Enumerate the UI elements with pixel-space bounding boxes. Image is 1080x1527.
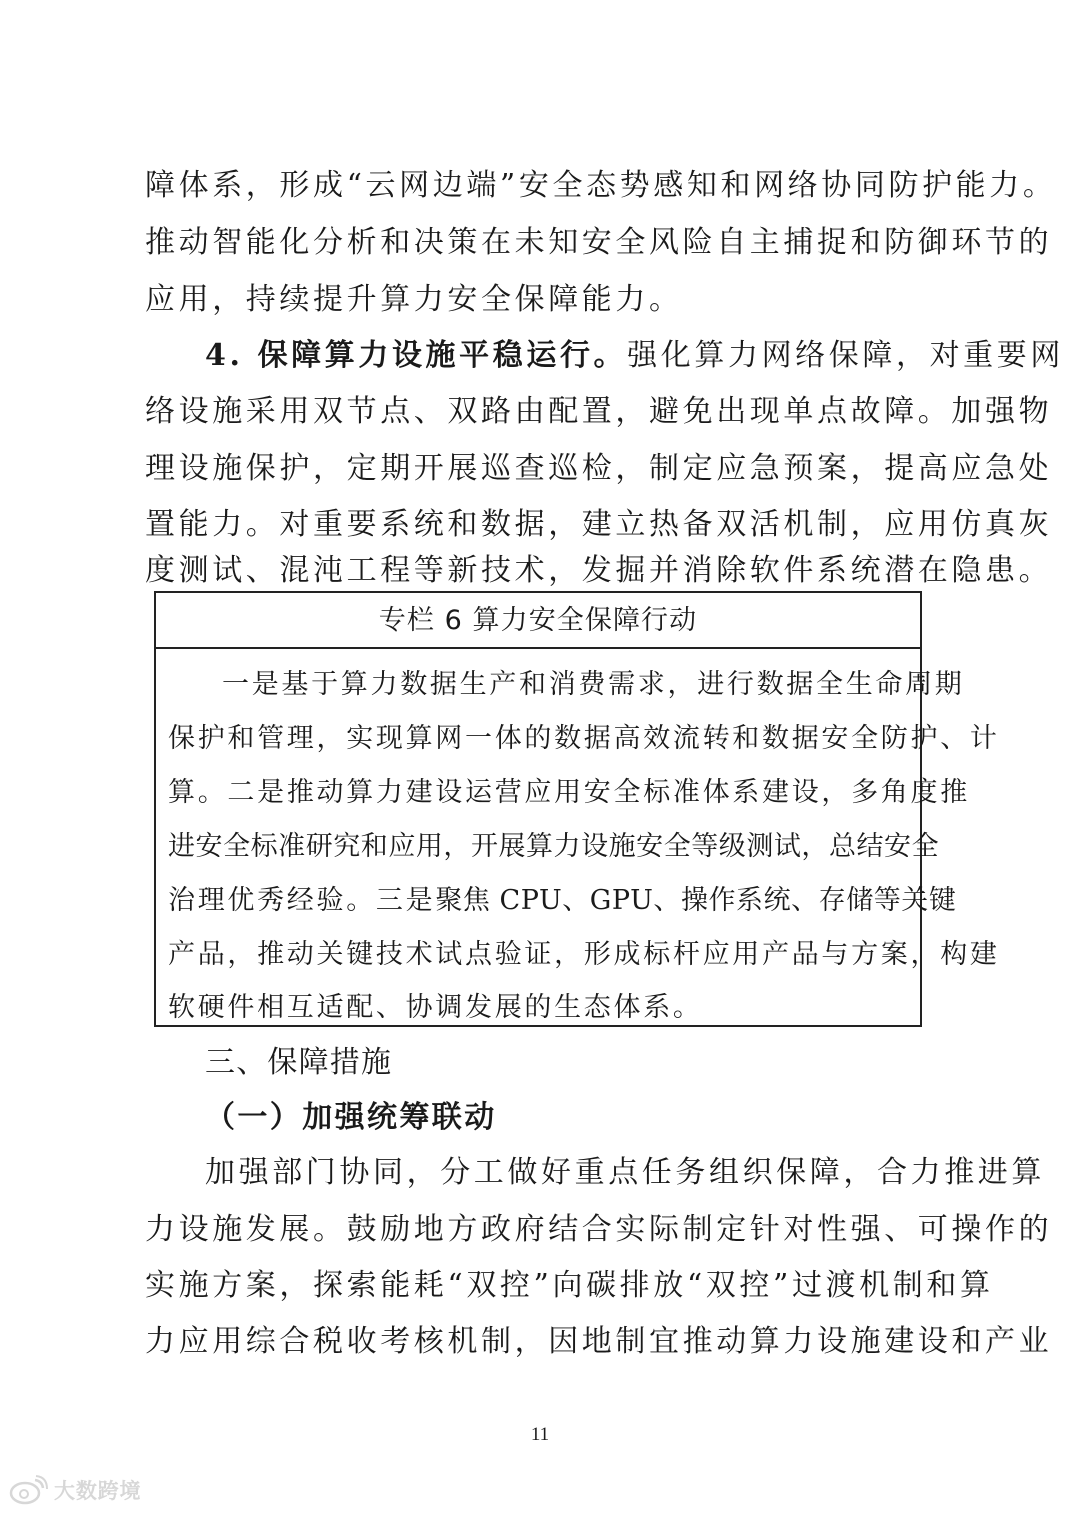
box-line-text: 算。 — [168, 777, 228, 808]
watermark — [8, 1470, 141, 1510]
body-line: 加强部门协同，分工做好重点任务组织保障，合力推进算 — [205, 1155, 1045, 1190]
body-line: 实施方案，探索能耗“双控”向碳排放“双控”过渡机制和算 — [145, 1268, 994, 1303]
box-line: 产品，推动关键技术试点验证，形成标杆应用产品与方案，构建 — [168, 939, 1000, 970]
box-line: 保护和管理，实现算网一体的数据高效流转和数据安全防护、计 — [168, 723, 1000, 754]
box-line-text: 聚焦 CPU、GPU、操作系统、存储等关键 — [435, 885, 957, 916]
box-emphasis: 一是 — [222, 669, 282, 700]
box-line: 进安全标准研究和应用，开展算力设施安全等级测试，总结安全 — [168, 831, 940, 862]
body-line: 置能力。对重要系统和数据，建立热备双活机制，应用仿真灰 — [145, 507, 1053, 542]
box-line-text: 基于算力数据生产和消费需求，进行数据全生命周期 — [281, 669, 965, 700]
box-line — [168, 775, 970, 811]
box-line: 软硬件相互适配、协调发展的生态体系。 — [168, 992, 703, 1023]
paragraph-4-first-line — [205, 336, 1064, 376]
box-line-text: 推动算力建设运营应用安全标准体系建设，多角度推 — [286, 777, 970, 808]
column-box — [154, 591, 1000, 1027]
body-line: 力应用综合税收考核机制，因地制宜推动算力设施建设和产业 — [145, 1324, 1053, 1359]
body-line: 理设施保护，定期开展巡查巡检，制定应急预案，提高应急处 — [145, 451, 1053, 486]
page-number: 11 — [530, 1424, 550, 1445]
box-line-text: 治理优秀经验。 — [168, 885, 376, 916]
body-line: 力设施发展。鼓励地方政府结合实际制定针对性强、可操作的 — [145, 1212, 1053, 1247]
column-box-title: 专栏 6 算力安全保障行动 — [378, 605, 698, 636]
section-heading: 三、保障措施 — [205, 1045, 393, 1080]
body-line: 障体系，形成“云网边端”安全态势感知和网络协同防护能力。 — [145, 168, 1057, 203]
box-line — [168, 883, 957, 919]
body-line: 应用，持续提升算力安全保障能力。 — [145, 282, 683, 317]
body-line: 推动智能化分析和决策在未知安全风险自主捕捉和防御环节的 — [145, 225, 1053, 260]
box-emphasis: 三是 — [375, 885, 436, 916]
box-emphasis: 二是 — [227, 777, 287, 808]
body-line: 络设施采用双节点、双路由配置，避免出现单点故障。加强物 — [145, 394, 1053, 429]
subsection-heading: （一）加强统筹联动 — [205, 1100, 497, 1135]
watermark-text: 大数跨境 — [54, 1479, 142, 1503]
paragraph-4-first-line-text: 强化算力网络保障，对重要网 — [627, 338, 1064, 373]
body-line: 度测试、混沌工程等新技术，发掘并消除软件系统潜在隐患。 — [145, 553, 1053, 588]
column-box-title-row — [156, 593, 920, 649]
paragraph-4-heading: 4. 保障算力设施平稳运行。 — [205, 338, 628, 373]
box-line — [222, 667, 965, 703]
weibo-icon — [8, 1474, 48, 1506]
